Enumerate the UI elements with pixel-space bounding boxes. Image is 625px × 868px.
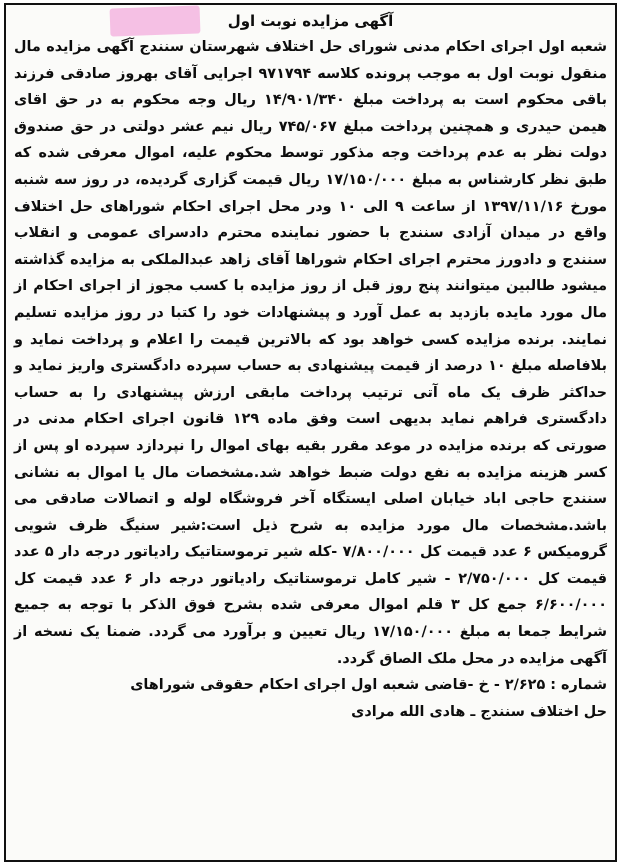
notice-title: آگهی مزایده نوبت اول (227, 12, 394, 30)
footer-reference: شماره : ۲/۶۲۵ - خ -قاضی شعبه اول اجرای احکام حقوقی شوراهای (130, 677, 607, 694)
notice-body: شعبه اول اجرای احکام مدنی شورای حل اختلاف شهرستان سنندج آگهی مزایده مال منقول نوبت اول به موجب پرونده کلاسه ۹۷۱۷۹۴ اجرایی آقای بهروز صادقی فرزند باقی محکوم است به پرداخت مبلغ ۱۴/۹۰۱/۳۴۰ ریال وجه محکوم به در حق اقای هیمن حیدری و همچنین پرداخت مبلغ ۷۴۵/۰۶۷ ریال نیم عشر دولتی در حق صندوق دولت نظر به عدم پرداخت وجه مذکور توسط محکوم علیه، اموال معرفی شده که طبق نظر کارشناس به مبلغ ۱۷/۱۵۰/۰۰۰ ریال قیمت گزاری گردیده، در روز سه شنبه مورخ ۱۳۹۷/۱۱/۱۶ از ساعت ۹ الی ۱۰ ودر محل اجرای احکام شوراهای حل اختلاف واقع در میدان آزادی سنندج با حضور نماینده محترم دادسرای عمومی و انقلاب سنندج و دادورز محترم اجرای احکام شوراها آقای زاهد عبدالملکی به مزایده گذاشته میشود طالبین میتوانند پنج روز قبل از روز مزایده با کسب مجوز از اجرای احکام از مال مورد مایده بازدید به عمل آورد و پیشنهادات خود را کتبا در روز مزایده تسلیم نمایند. برنده مزایده کسی خواهد بود که بالاترین قیمت را اعلام و پرداخت نماید و بلافاصله مبلغ ۱۰ درصد از قیمت پیشنهادی به حساب سپرده دادگستری واریز نماید و حداکثر ظرف یک ماه آتی ترتیب پرداخت مابقی ارزش پیشنهادی را به حساب دادگستری فراهم نماید بدیهی است وفق ماده ۱۲۹ قانون اجرای احکام مدنی در صورتی که برنده مزایده در موعد مقرر بقیه بهای اموال را نپردازد سپرده او پس از کسر هزینه مزایده به نفع دولت ضبط خواهد شد.مشخصات مال یا اموال به نشانی سنندج حاجی اباد خیابان اصلی ایستگاه آخر فروشگاه لوله و اتصالات صادقی می باشد.مشخصات مال مورد مزایده به شرح ذیل است:شیر سنیگ ظرف شویی گرومیکس ۶ عدد قیمت کل ۷/۸۰۰/۰۰۰ -کله شیر ترموستاتیک رادیاتور درجه دار ۵ عدد قیمت کل ۲/۷۵۰/۰۰۰ - شیر کامل ترموستاتیک رادیاتور درجه دار ۶ عدد قیمت کل ۶/۶۰۰/۰۰۰ جمع کل ۳ قلم اموال معرفی شده بشرح فوق الذکر با توجه به جمیع شرایط جمعا به مبلغ ۱۷/۱۵۰/۰۰۰ ریال تعیین و برآورد می گردد. ضمنا یک نسخه از آگهی مزایده در محل ملک الصاق گردد. (14, 39, 608, 667)
notice-footer (14, 672, 607, 725)
footer-signature: حل اختلاف سنندج ـ هادی الله مرادی (351, 703, 607, 720)
auction-notice (4, 3, 617, 862)
